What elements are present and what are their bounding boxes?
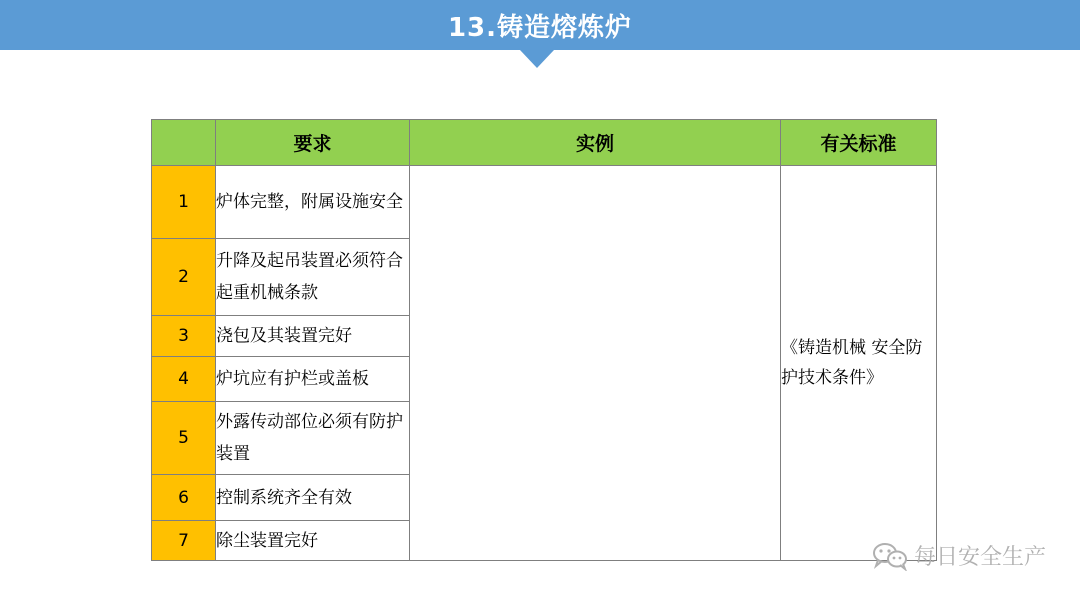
row-number: 7 [152,521,216,561]
watermark [872,540,1046,571]
row-number: 2 [152,239,216,316]
row-number: 1 [152,166,216,239]
watermark-text: 每日安全生产 [913,545,1046,570]
banner-pointer [520,50,554,68]
standard-cell: 《铸造机械 安全防护技术条件》 [781,166,937,561]
wechat-icon [872,541,908,571]
requirements-table [151,119,937,561]
row-number: 6 [152,475,216,521]
row-requirement: 除尘装置完好 [216,521,410,561]
table-header-row [152,120,937,166]
row-number: 3 [152,316,216,357]
page-title: 13.铸造熔炼炉 [447,12,633,43]
header-number [152,120,216,166]
example-cell [410,166,781,561]
row-requirement: 炉体完整，附属设施安全 [216,166,410,239]
row-requirement: 外露传动部位必须有防护装置 [216,402,410,475]
header-requirement: 要求 [216,120,410,166]
row-number: 4 [152,357,216,402]
row-number: 5 [152,402,216,475]
row-requirement: 控制系统齐全有效 [216,475,410,521]
row-requirement: 浇包及其装置完好 [216,316,410,357]
table-row [152,166,937,239]
header-standard: 有关标准 [781,120,937,166]
row-requirement: 升降及起吊装置必须符合起重机械条款 [216,239,410,316]
title-banner [0,0,1080,50]
row-requirement: 炉坑应有护栏或盖板 [216,357,410,402]
header-example: 实例 [410,120,781,166]
